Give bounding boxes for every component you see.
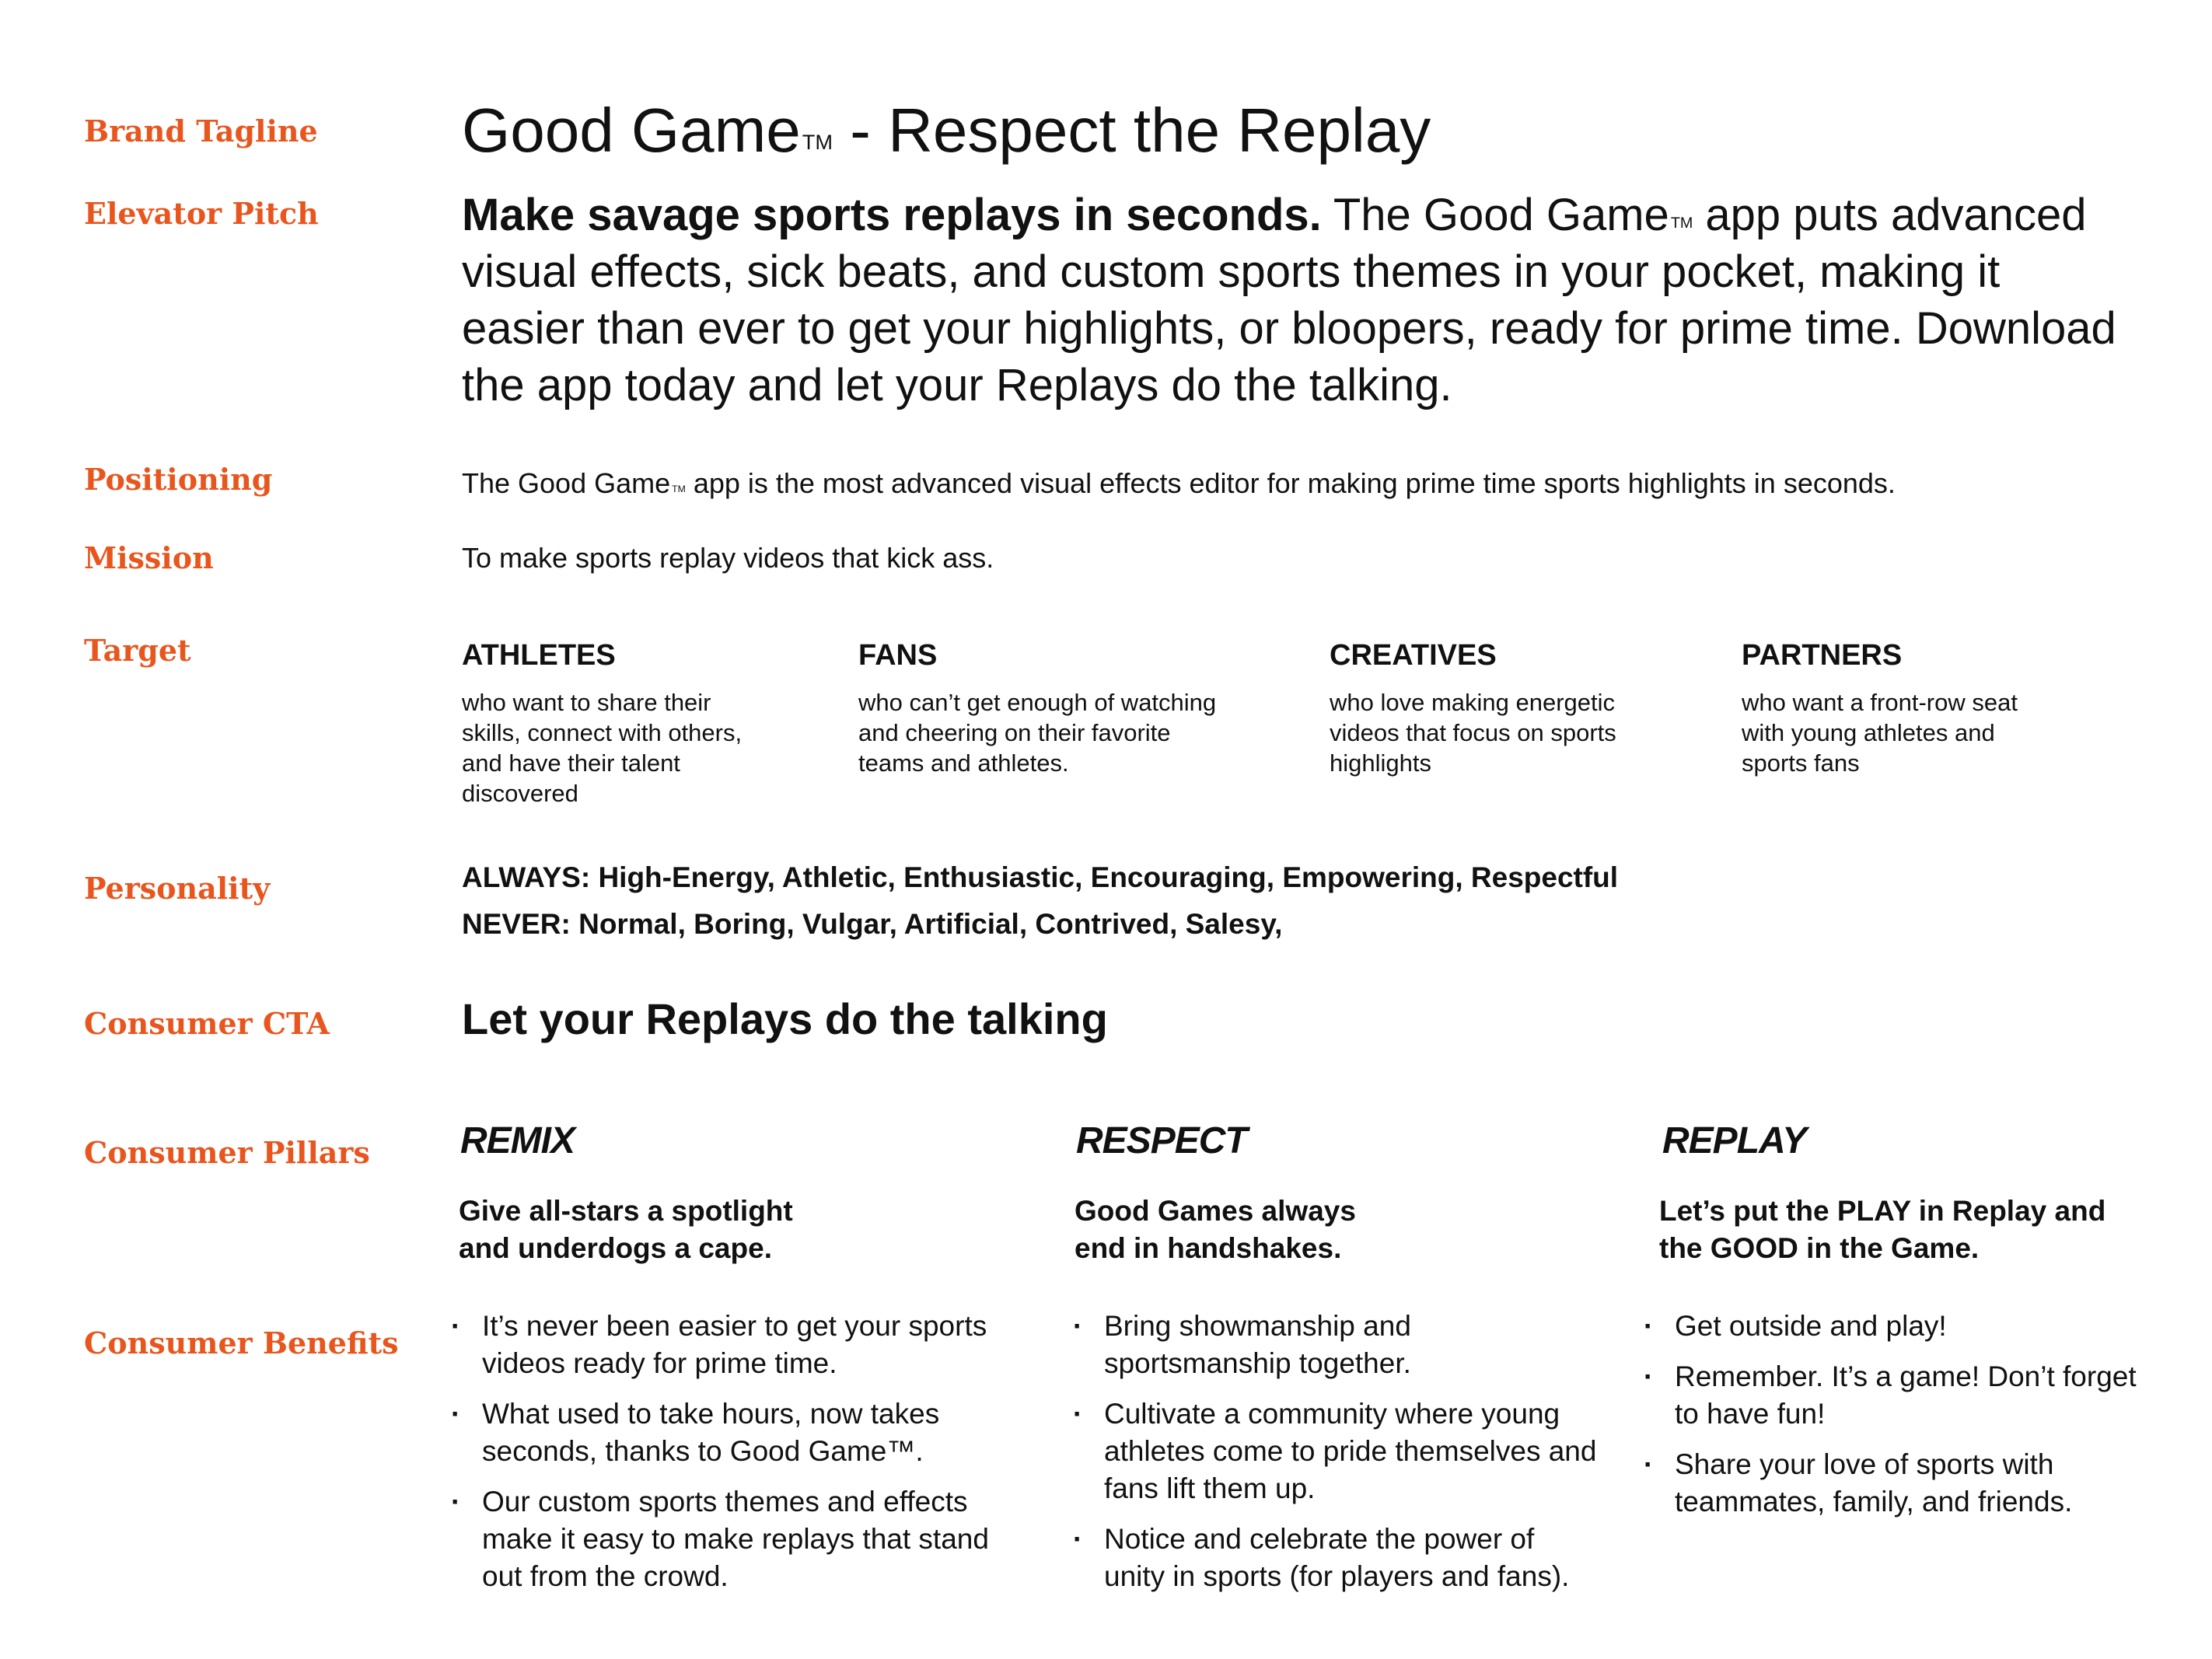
target-title: PARTNERS (1742, 639, 1903, 672)
label-brand-tagline: Brand Tagline (84, 114, 318, 148)
benefit-item: · Notice and celebrate the power of unity in sports (for players and fans). (1073, 1521, 1602, 1595)
label-consumer-pillars: Consumer Pillars (84, 1135, 370, 1170)
label-positioning: Positioning (84, 462, 273, 497)
positioning-statement (462, 466, 1896, 501)
pitch-body: app puts advanced visual effects, sick beats, and custom sports themes in your pocket, making it easier than ever to get your highlights, or bloopers, ready for prime time. Download the app today and let your Replays do the talking. (462, 190, 2116, 410)
always-label: ALWAYS: (462, 861, 591, 893)
personality-always (462, 860, 1618, 896)
target-title: ATHLETES (462, 639, 616, 672)
personality-never (462, 906, 1282, 942)
target-description: who want a front-row seat with young athletes and sports fans (1742, 689, 2018, 777)
benefits-list (451, 1308, 1011, 1608)
pillar-title: REMIX (460, 1120, 575, 1161)
positioning-lead: The Good Game (462, 467, 671, 499)
benefit-item: · Cultivate a community where young athletes come to pride themselves and fans lift them up. (1073, 1395, 1602, 1507)
trademark-mark: TM (802, 129, 833, 154)
benefit-item: · What used to take hours, now takes seconds, thanks to Good Game™. (451, 1395, 1011, 1470)
pillar-title: RESPECT (1076, 1120, 1247, 1161)
pillar-title: REPLAY (1662, 1120, 1807, 1161)
pitch-headline: Make savage sports replays in seconds. (462, 190, 1322, 240)
label-personality: Personality (84, 871, 271, 906)
label-consumer-benefits: Consumer Benefits (84, 1325, 399, 1360)
tagline-rest: - Respect the Replay (833, 96, 1431, 165)
benefits-list (1644, 1308, 2141, 1534)
benefit-item: · It’s never been easier to get your sports videos ready for prime time. (451, 1308, 1011, 1382)
mission-statement: To make sports replay videos that kick ass. (462, 542, 994, 574)
brand-tagline (462, 95, 1431, 166)
trademark-mark: TM (1670, 214, 1693, 232)
label-elevator-pitch: Elevator Pitch (84, 196, 319, 231)
never-traits: Normal, Boring, Vulgar, Artificial, Contrived, Salesy, (570, 908, 1283, 940)
tagline-name: Good Game (462, 96, 801, 165)
target-title: FANS (858, 639, 938, 672)
benefit-item: · Get outside and play! (1644, 1308, 2141, 1345)
target-description: who love making energetic videos that focus on sports highlights (1330, 689, 1616, 777)
label-consumer-cta: Consumer CTA (84, 1006, 330, 1041)
benefit-item: · Our custom sports themes and effects make it easy to make replays that stand out from the crowd. (451, 1483, 1011, 1595)
benefits-list (1073, 1308, 1602, 1608)
always-traits: High-Energy, Athletic, Enthusiastic, Encouraging, Empowering, Respectful (590, 861, 1619, 893)
label-mission: Mission (84, 540, 214, 575)
consumer-cta: Let your Replays do the talking (462, 994, 1108, 1043)
never-label: NEVER: (462, 908, 571, 940)
pitch-lead: The Good Game (1321, 190, 1669, 240)
pillar-subtitle: Good Games always end in handshakes. (1075, 1195, 1356, 1264)
pillar-subtitle: Give all-stars a spotlight and underdogs a cape. (459, 1195, 793, 1264)
trademark-mark: TM (672, 483, 686, 494)
benefit-item: · Share your love of sports with teammates, family, and friends. (1644, 1446, 2141, 1521)
benefit-item: · Remember. It’s a game! Don’t forget to have fun! (1644, 1358, 2141, 1433)
target-description: who can’t get enough of watching and cheering on their favorite teams and athletes. (858, 689, 1217, 777)
elevator-pitch (462, 187, 2133, 414)
benefit-item: · Bring showmanship and sportsmanship together. (1073, 1308, 1602, 1382)
pillar-subtitle: Let’s put the PLAY in Replay and the GOOD in the Game. (1659, 1195, 2106, 1264)
positioning-body: app is the most advanced visual effects editor for making prime time sports highlights in seconds. (685, 467, 1896, 499)
target-title: CREATIVES (1330, 639, 1497, 672)
target-description: who want to share their skills, connect with others, and have their talent discovered (462, 689, 743, 807)
label-target: Target (84, 633, 191, 668)
